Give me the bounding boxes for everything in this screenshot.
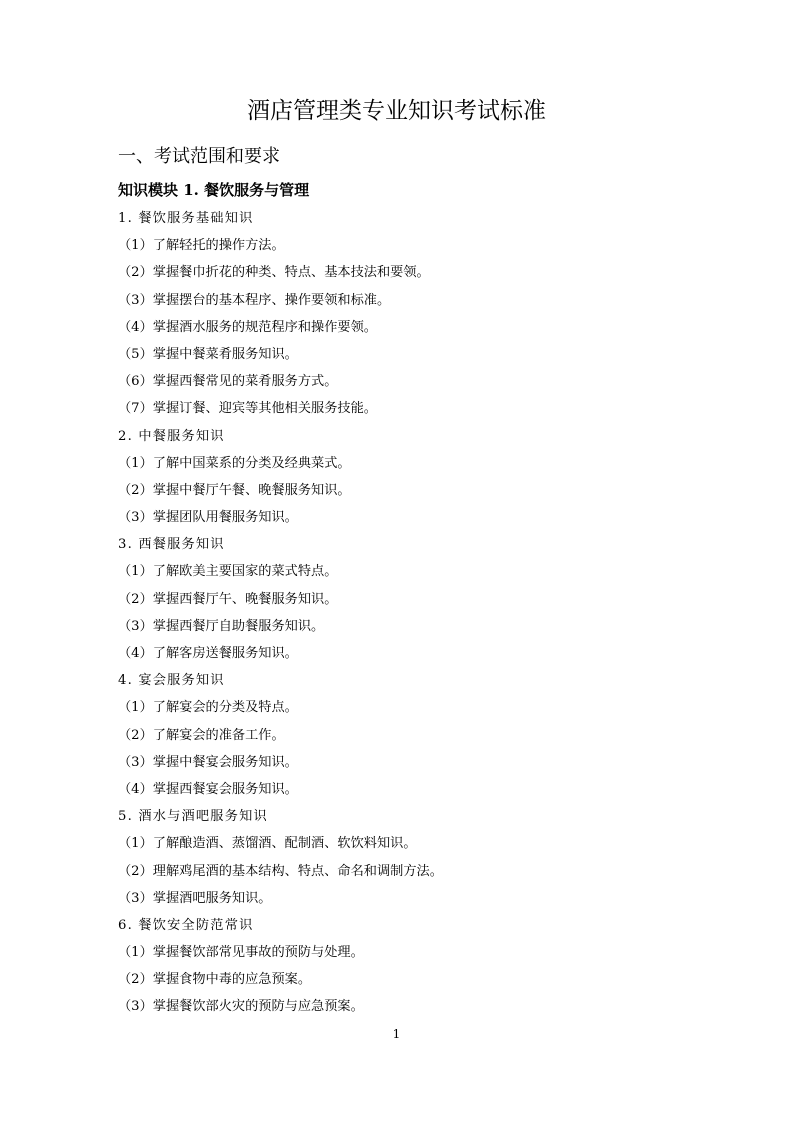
page-number: 1 bbox=[392, 1027, 401, 1041]
list-item: （1）了解宴会的分类及特点。 bbox=[118, 700, 298, 716]
list-item: （2）掌握餐巾折花的种类、特点、基本技法和要领。 bbox=[118, 265, 430, 281]
list-item: （1）了解中国菜系的分类及经典菜式。 bbox=[118, 455, 351, 471]
list-item: （4）掌握酒水服务的规范程序和操作要领。 bbox=[118, 319, 377, 335]
section-heading: 一、考试范围和要求 bbox=[118, 146, 280, 167]
list-item: （3）掌握中餐宴会服务知识。 bbox=[118, 754, 298, 770]
list-item: （2）了解宴会的准备工作。 bbox=[118, 727, 285, 743]
list-item: （1）掌握餐饮部常见事故的预防与处理。 bbox=[118, 945, 364, 961]
list-item: （3）掌握西餐厅自助餐服务知识。 bbox=[118, 618, 325, 634]
list-item: （2）掌握西餐厅午、晚餐服务知识。 bbox=[118, 591, 338, 607]
list-item: （7）掌握订餐、迎宾等其他相关服务技能。 bbox=[118, 401, 377, 417]
list-item: （2）理解鸡尾酒的基本结构、特点、命名和调制方法。 bbox=[118, 863, 443, 879]
subsection-heading: 1. 餐饮服务基础知识 bbox=[118, 211, 254, 226]
subsection-heading: 2. 中餐服务知识 bbox=[118, 428, 225, 444]
list-item: （3）掌握餐饮部火灾的预防与应急预案。 bbox=[118, 999, 364, 1015]
list-item: （3）掌握摆台的基本程序、操作要领和标准。 bbox=[118, 292, 391, 308]
list-item: （2）掌握食物中毒的应急预案。 bbox=[118, 972, 312, 988]
list-item: （1）了解欧美主要国家的菜式特点。 bbox=[118, 564, 338, 580]
list-item: （2）掌握中餐厅午餐、晚餐服务知识。 bbox=[118, 482, 351, 498]
list-item: （4）掌握西餐宴会服务知识。 bbox=[118, 781, 298, 797]
subsection-heading: 3. 西餐服务知识 bbox=[118, 537, 225, 553]
list-item: （4）了解客房送餐服务知识。 bbox=[118, 646, 298, 661]
subsection-heading: 5. 酒水与酒吧服务知识 bbox=[118, 809, 268, 825]
list-item: （3）掌握酒吧服务知识。 bbox=[118, 890, 272, 906]
content-body bbox=[118, 205, 718, 1021]
document-title: 酒店管理类专业知识考试标准 bbox=[247, 98, 546, 124]
subsection-heading: 4. 宴会服务知识 bbox=[118, 673, 225, 689]
list-item: （1）了解轻托的操作方法。 bbox=[118, 238, 285, 254]
module-heading: 知识模块 1. 餐饮服务与管理 bbox=[118, 181, 310, 199]
list-item: （6）掌握西餐常见的菜肴服务方式。 bbox=[118, 374, 338, 390]
list-item: （5）掌握中餐菜肴服务知识。 bbox=[118, 346, 298, 362]
subsection-heading: 6. 餐饮安全防范常识 bbox=[118, 917, 254, 933]
list-item: （3）掌握团队用餐服务知识。 bbox=[118, 510, 298, 526]
list-item: （1）了解酿造酒、蒸馏酒、配制酒、软饮料知识。 bbox=[118, 836, 417, 852]
